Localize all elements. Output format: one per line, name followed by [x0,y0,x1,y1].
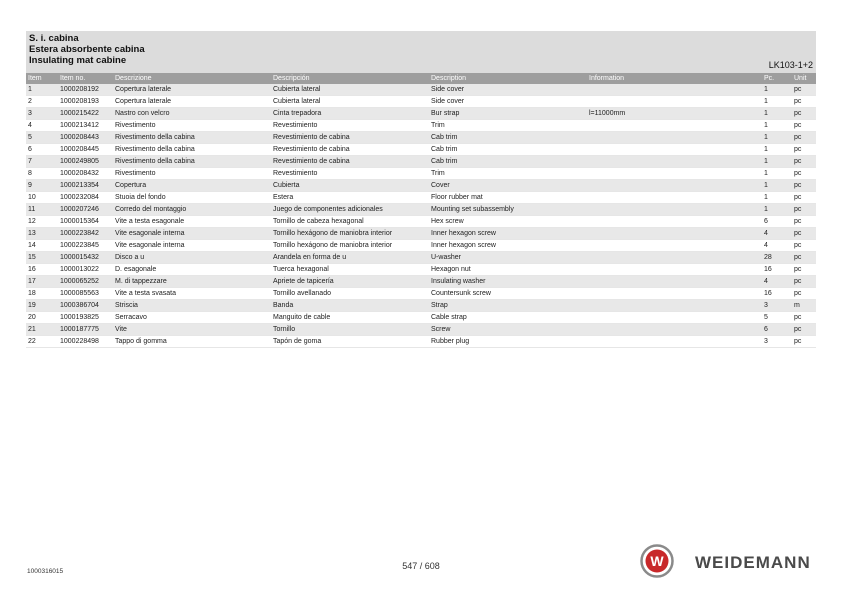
table-row [26,264,816,276]
cell-info [587,180,762,192]
cell-desc-it: M. di tappezzare [113,276,271,288]
table-row [26,120,816,132]
cell-item: 3 [26,108,58,120]
col-item-no: Item no. [58,73,113,84]
cell-pc: 1 [762,96,792,108]
cell-desc-it: Stuoia del fondo [113,192,271,204]
cell-desc-es: Tornillo de cabeza hexagonal [271,216,429,228]
cell-desc-es: Cinta trepadora [271,108,429,120]
cell-pc: 1 [762,144,792,156]
document-header [26,31,816,73]
cell-item: 22 [26,336,58,348]
cell-info [587,264,762,276]
table-header-row [26,73,816,84]
cell-unit: pc [792,156,816,168]
cell-item-no: 1000249805 [58,156,113,168]
cell-item: 10 [26,192,58,204]
table-row [26,132,816,144]
cell-desc-en: Hexagon nut [429,264,587,276]
cell-info [587,168,762,180]
cell-desc-es: Tornillo hexágono de maniobra interior [271,240,429,252]
cell-item: 1 [26,84,58,96]
cell-unit: pc [792,204,816,216]
cell-info [587,132,762,144]
cell-pc: 1 [762,120,792,132]
cell-desc-it: Copertura laterale [113,84,271,96]
col-desc-it: Descrizione [113,73,271,84]
cell-unit: pc [792,168,816,180]
cell-pc: 4 [762,228,792,240]
cell-unit: m [792,300,816,312]
cell-desc-en: Insulating washer [429,276,587,288]
cell-item-no: 1000193825 [58,312,113,324]
cell-desc-en: Trim [429,120,587,132]
cell-desc-es: Cubierta lateral [271,96,429,108]
cell-info [587,228,762,240]
cell-unit: pc [792,288,816,300]
cell-item: 21 [26,324,58,336]
document-number: 1000316015 [27,568,64,575]
parts-table [26,73,816,348]
cell-desc-it: Copertura [113,180,271,192]
table-row [26,300,816,312]
cell-desc-en: Trim [429,168,587,180]
cell-pc: 1 [762,132,792,144]
cell-item: 12 [26,216,58,228]
cell-desc-en: Inner hexagon screw [429,228,587,240]
cell-info [587,144,762,156]
cell-desc-it: Tappo di gomma [113,336,271,348]
col-item: Item [26,73,58,84]
cell-desc-en: Rubber plug [429,336,587,348]
cell-info [587,312,762,324]
cell-desc-it: Rivestimento della cabina [113,144,271,156]
cell-item: 16 [26,264,58,276]
cell-pc: 1 [762,204,792,216]
cell-pc: 16 [762,264,792,276]
cell-desc-it: Disco a u [113,252,271,264]
cell-item-no: 1000015364 [58,216,113,228]
cell-pc: 1 [762,180,792,192]
table-row [26,252,816,264]
table-row [26,84,816,96]
cell-item: 9 [26,180,58,192]
cell-item-no: 1000187775 [58,324,113,336]
cell-unit: pc [792,264,816,276]
cell-item: 5 [26,132,58,144]
cell-desc-es: Tornillo [271,324,429,336]
cell-pc: 1 [762,84,792,96]
cell-unit: pc [792,336,816,348]
cell-info [587,324,762,336]
cell-pc: 1 [762,156,792,168]
cell-desc-es: Banda [271,300,429,312]
cell-desc-en: Screw [429,324,587,336]
cell-unit: pc [792,324,816,336]
cell-unit: pc [792,240,816,252]
cell-info [587,192,762,204]
cell-desc-it: Rivestimento [113,168,271,180]
cell-info [587,120,762,132]
cell-info [587,216,762,228]
cell-item: 7 [26,156,58,168]
cell-unit: pc [792,120,816,132]
cell-info [587,300,762,312]
cell-pc: 1 [762,108,792,120]
cell-item-no: 1000213412 [58,120,113,132]
cell-item-no: 1000065252 [58,276,113,288]
table-row [26,156,816,168]
cell-desc-es: Manguito de cable [271,312,429,324]
cell-desc-es: Tornillo hexágono de maniobra interior [271,228,429,240]
cell-unit: pc [792,180,816,192]
cell-desc-it: Rivestimento della cabina [113,132,271,144]
cell-desc-it: Vite esagonale interna [113,228,271,240]
col-unit: Unit [792,73,816,84]
cell-info [587,84,762,96]
table-row [26,96,816,108]
cell-desc-es: Revestimiento de cabina [271,144,429,156]
cell-item-no: 1000208445 [58,144,113,156]
table-row [26,144,816,156]
weidemann-logo [640,544,820,578]
cell-desc-it: Vite a testa esagonale [113,216,271,228]
cell-item: 13 [26,228,58,240]
cell-desc-es: Estera [271,192,429,204]
table-row [26,276,816,288]
cell-desc-es: Apriete de tapicería [271,276,429,288]
cell-desc-en: Side cover [429,84,587,96]
cell-pc: 28 [762,252,792,264]
cell-info [587,240,762,252]
cell-item-no: 1000213354 [58,180,113,192]
cell-desc-it: Copertura laterale [113,96,271,108]
cell-item-no: 1000232084 [58,192,113,204]
cell-item-no: 1000208443 [58,132,113,144]
cell-item: 17 [26,276,58,288]
cell-desc-it: Vite esagonale interna [113,240,271,252]
page-number: 547 / 608 [402,561,440,571]
cell-desc-es: Cubierta lateral [271,84,429,96]
cell-info [587,276,762,288]
cell-desc-es: Arandela en forma de u [271,252,429,264]
col-pc: Pc. [762,73,792,84]
cell-item-no: 1000208192 [58,84,113,96]
cell-unit: pc [792,312,816,324]
cell-info [587,252,762,264]
cell-desc-es: Revestimiento de cabina [271,156,429,168]
table-row [26,324,816,336]
title-italian: S. i. cabina [29,33,79,44]
table-row [26,108,816,120]
cell-item-no: 1000207246 [58,204,113,216]
cell-item-no: 1000223845 [58,240,113,252]
cell-desc-en: Side cover [429,96,587,108]
cell-item: 4 [26,120,58,132]
cell-pc: 3 [762,300,792,312]
cell-item-no: 1000085563 [58,288,113,300]
cell-item-no: 1000223842 [58,228,113,240]
cell-info [587,288,762,300]
cell-unit: pc [792,144,816,156]
cell-desc-en: Cab trim [429,156,587,168]
cell-desc-en: Cable strap [429,312,587,324]
cell-desc-en: Hex screw [429,216,587,228]
cell-desc-es: Juego de componentes adicionales [271,204,429,216]
cell-info [587,96,762,108]
cell-info [587,204,762,216]
cell-unit: pc [792,276,816,288]
cell-pc: 6 [762,324,792,336]
col-desc-en: Description [429,73,587,84]
cell-desc-it: D. esagonale [113,264,271,276]
cell-pc: 16 [762,288,792,300]
cell-item-no: 1000208432 [58,168,113,180]
cell-item-no: 1000015432 [58,252,113,264]
col-desc-es: Descripción [271,73,429,84]
table-row [26,288,816,300]
col-information: Information [587,73,762,84]
cell-desc-en: Mounting set subassembly [429,204,587,216]
cell-item-no: 1000208193 [58,96,113,108]
cell-pc: 3 [762,336,792,348]
cell-desc-it: Rivestimento della cabina [113,156,271,168]
cell-desc-en: Strap [429,300,587,312]
cell-desc-it: Corredo del montaggio [113,204,271,216]
table-row [26,216,816,228]
cell-desc-es: Revestimiento de cabina [271,132,429,144]
cell-desc-en: Cab trim [429,132,587,144]
cell-desc-es: Tuerca hexagonal [271,264,429,276]
cell-desc-it: Vite a testa svasata [113,288,271,300]
cell-item: 19 [26,300,58,312]
cell-unit: pc [792,96,816,108]
cell-desc-en: Bur strap [429,108,587,120]
logo-letter: W [650,553,664,569]
cell-unit: pc [792,192,816,204]
title-spanish: Estera absorbente cabina [29,44,145,55]
cell-item-no: 1000386704 [58,300,113,312]
cell-item: 20 [26,312,58,324]
cell-info [587,336,762,348]
table-row [26,204,816,216]
table-row [26,240,816,252]
assembly-code: LK103-1+2 [768,60,813,70]
cell-item: 18 [26,288,58,300]
cell-pc: 4 [762,276,792,288]
brand-name: WEIDEMANN [695,553,811,572]
cell-desc-it: Rivestimento [113,120,271,132]
cell-item-no: 1000228498 [58,336,113,348]
cell-pc: 4 [762,240,792,252]
cell-desc-es: Tapón de goma [271,336,429,348]
cell-unit: pc [792,228,816,240]
cell-unit: pc [792,252,816,264]
table-row [26,312,816,324]
cell-desc-es: Cubierta [271,180,429,192]
cell-item: 15 [26,252,58,264]
cell-desc-es: Revestimiento [271,168,429,180]
table-row [26,192,816,204]
cell-desc-es: Revestimiento [271,120,429,132]
cell-desc-it: Vite [113,324,271,336]
cell-unit: pc [792,216,816,228]
cell-unit: pc [792,132,816,144]
table-row [26,180,816,192]
cell-desc-it: Nastro con velcro [113,108,271,120]
cell-desc-en: Countersunk screw [429,288,587,300]
cell-item: 6 [26,144,58,156]
cell-desc-en: Inner hexagon screw [429,240,587,252]
logo-mark-icon [640,544,676,578]
cell-unit: pc [792,84,816,96]
cell-item-no: 1000215422 [58,108,113,120]
cell-item: 8 [26,168,58,180]
cell-item: 14 [26,240,58,252]
table-row [26,228,816,240]
cell-unit: pc [792,108,816,120]
cell-desc-en: U-washer [429,252,587,264]
cell-desc-en: Floor rubber mat [429,192,587,204]
cell-item: 11 [26,204,58,216]
cell-pc: 1 [762,192,792,204]
title-english: Insulating mat cabine [29,55,127,66]
cell-desc-it: Striscia [113,300,271,312]
table-row [26,336,816,348]
cell-desc-en: Cover [429,180,587,192]
cell-pc: 6 [762,216,792,228]
cell-item-no: 1000013022 [58,264,113,276]
cell-info [587,156,762,168]
cell-desc-es: Tornillo avellanado [271,288,429,300]
cell-item: 2 [26,96,58,108]
cell-pc: 1 [762,168,792,180]
cell-info: l=11000mm [587,108,762,120]
cell-desc-it: Serracavo [113,312,271,324]
cell-desc-en: Cab trim [429,144,587,156]
table-row [26,168,816,180]
cell-pc: 5 [762,312,792,324]
